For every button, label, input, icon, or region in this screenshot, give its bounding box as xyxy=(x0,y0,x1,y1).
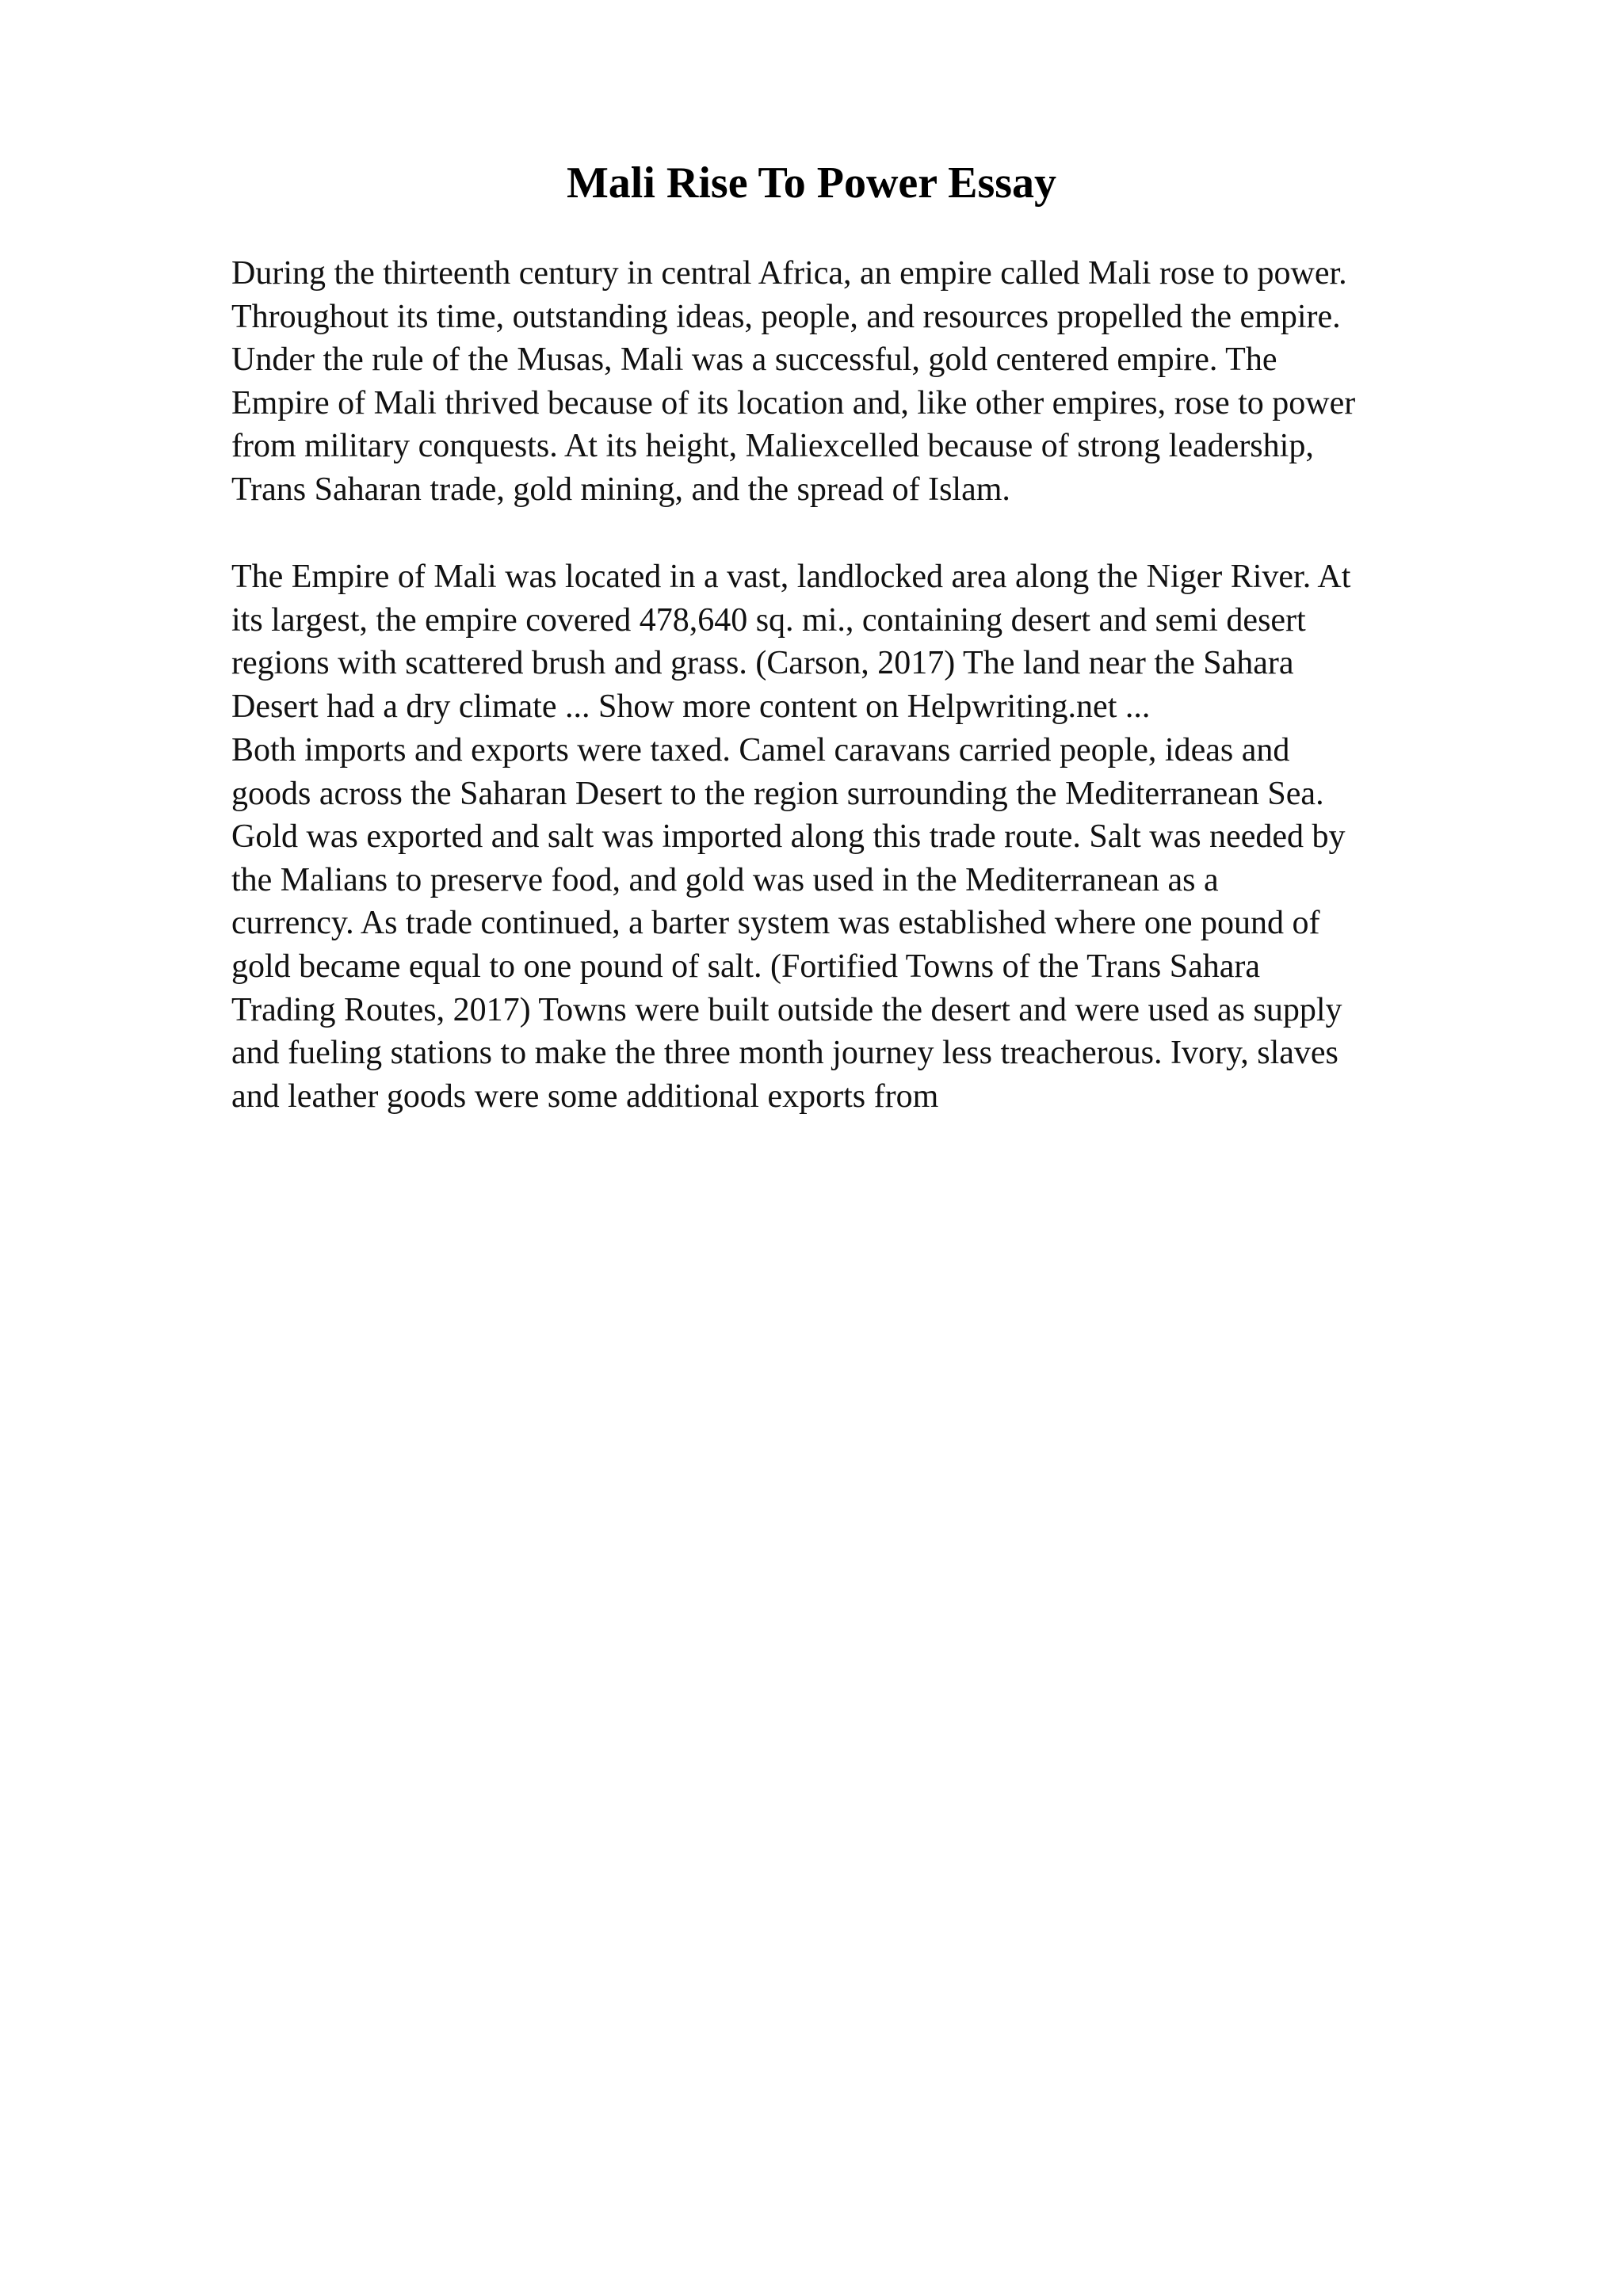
text-line: During the thirteenth century in central Africa, an empire called Mali rose to power. xyxy=(231,255,1347,292)
paragraph-trade xyxy=(231,729,1499,1118)
text-line: Throughout its time, outstanding ideas, people, and resources propelled the empire. xyxy=(231,298,1341,335)
text-line: the Malians to preserve food, and gold was used in the Mediterranean as a xyxy=(231,861,1219,898)
text-line: Both imports and exports were taxed. Camel caravans carried people, ideas and xyxy=(231,732,1290,769)
text-line: Trans Saharan trade, gold mining, and the spread of Islam. xyxy=(231,471,1010,508)
paragraph-intro xyxy=(231,252,1499,512)
text-line: goods across the Saharan Desert to the region surrounding the Mediterranean Sea. xyxy=(231,775,1324,812)
text-line: Empire of Mali thrived because of its location and, like other empires, rose to power xyxy=(231,384,1356,421)
text-line: and leather goods were some additional exports from xyxy=(231,1077,939,1115)
text-line: Under the rule of the Musas, Mali was a successful, gold centered empire. The xyxy=(231,341,1277,379)
text-line: gold became equal to one pound of salt. (Fortified Towns of the Trans Sahara xyxy=(231,948,1261,985)
text-line: and fueling stations to make the three month journey less treacherous. Ivory, slaves xyxy=(231,1035,1338,1072)
text-line: its largest, the empire covered 478,640 sq. mi., containing desert and semi desert xyxy=(231,601,1306,639)
text-line: Desert had a dry climate ... Show more content on Helpwriting.net ... xyxy=(231,688,1151,725)
text-line: Trading Routes, 2017) Towns were built outside the desert and were used as supply xyxy=(231,991,1342,1028)
text-line: Gold was exported and salt was imported along this trade route. Salt was needed by xyxy=(231,818,1346,856)
text-line: The Empire of Mali was located in a vast, landlocked area along the Niger River. At xyxy=(231,559,1351,595)
text-line: regions with scattered brush and grass. (Carson, 2017) The land near the Sahara xyxy=(231,645,1294,682)
paragraph-location xyxy=(231,555,1499,728)
text-line: from military conquests. At its height, Maliexcelled because of strong leadership, xyxy=(231,428,1314,465)
page-title: Mali Rise To Power Essay xyxy=(566,158,1057,208)
text-line: currency. As trade continued, a barter system was established where one pound of xyxy=(231,905,1320,942)
